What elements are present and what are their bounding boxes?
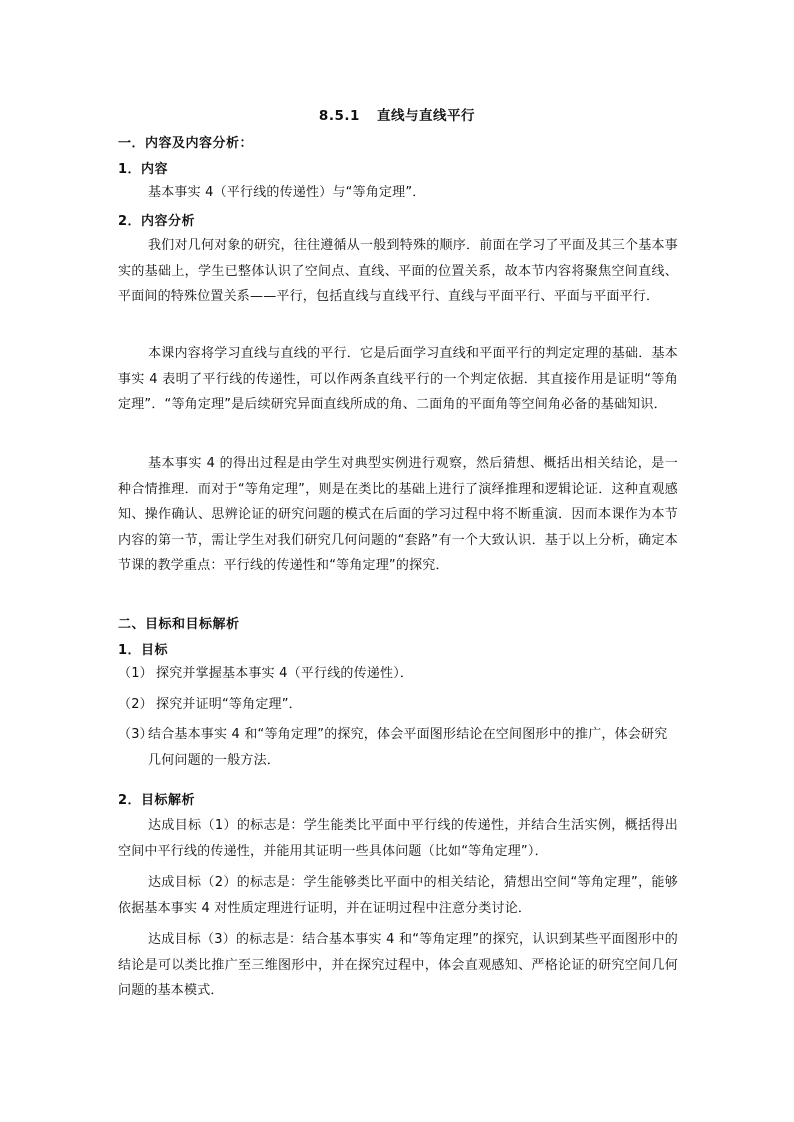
goal-analysis-paragraph-3: 达成目标（3）的标志是：结合基本事实 4 和“等角定理”的探究，认识到某些平面图形中的结论是可以类比推广至三维图形中，并在探究过程中，体会直观感知、严格论证的研究空间几何问题的基本模式．: [118, 932, 678, 998]
subheading-content: 1．内容: [118, 162, 169, 177]
goal-number: （2）: [118, 697, 153, 712]
analysis-paragraph-3: 基本事实 4 的得出过程是由学生对典型实例进行观察，然后猜想、概括出相关结论，是一种合情推理．而对于“等角定理”，则是在类比的基础上进行了演绎推理和逻辑论证．这种直观感知、操作确认、思辨论证的研究问题的模式在后面的学习过程中将不断重演．因而本课作为本节内容的第一节，需让学生对我们研究几何问题的“套路”有一个大致认识．基于以上分析，确定本节课的教学重点：平行线的传递性和“等角定理”的探究．: [118, 456, 678, 573]
goal-text: 探究并证明“等角定理”．: [156, 697, 302, 712]
goal-number: （1）: [118, 666, 153, 681]
goal-analysis-paragraph-1: 达成目标（1）的标志是：学生能类比平面中平行线的传递性，并结合生活实例，概括得出空间中平行线的传递性，并能用其证明一些具体问题（比如“等角定理”）．: [118, 818, 678, 859]
goal-item-3: [118, 722, 678, 774]
analysis-paragraph-1: 我们对几何对象的研究，往往遵循从一般到特殊的顺序．前面在学习了平面及其三个基本事实的基础上，学生已整体认识了空间点、直线、平面的位置关系，故本节内容将聚焦空间直线、平面间的特殊位置关系——平行，包括直线与直线平行、直线与平面平行、平面与平面平行．: [118, 238, 678, 304]
subheading-goals: 1．目标: [118, 643, 169, 658]
subheading-goal-analysis: 2．目标解析: [118, 793, 196, 808]
section-heading-goals: 二、目标和目标解析: [118, 617, 240, 632]
goal-analysis-paragraph-2: 达成目标（2）的标志是：学生能够类比平面中的相关结论，猜想出空间“等角定理”，能够依据基本事实 4 对性质定理进行证明，并在证明过程中注意分类讨论．: [118, 875, 678, 916]
subheading-content-analysis: 2．内容分析: [118, 214, 196, 229]
section-heading-content: 一．内容及内容分析：: [118, 136, 254, 151]
analysis-paragraph-2: 本课内容将学习直线与直线的平行．它是后面学习直线和平面平行的判定定理的基础．基本事实 4 表明了平行线的传递性，可以作两条直线平行的一个判定依据．其直接作用是证明“等角定理”．“等角定理”是后续研究异面直线所成的角、二面角的平面角等空间角必备的基础知识．: [118, 346, 678, 412]
page-title: 8.5.1 直线与直线平行: [318, 108, 476, 124]
goal-item-1: [118, 661, 678, 687]
content-text: 基本事实 4（平行线的传递性）与“等角定理”．: [148, 185, 426, 200]
goal-text: 结合基本事实 4 和“等角定理”的探究，体会平面图形结论在空间图形中的推广，体会研究几何问题的一般方法．: [148, 727, 668, 768]
goal-number: （3）: [118, 727, 153, 742]
goal-text: 探究并掌握基本事实 4（平行线的传递性）．: [156, 666, 414, 681]
goal-item-2: [118, 692, 678, 718]
